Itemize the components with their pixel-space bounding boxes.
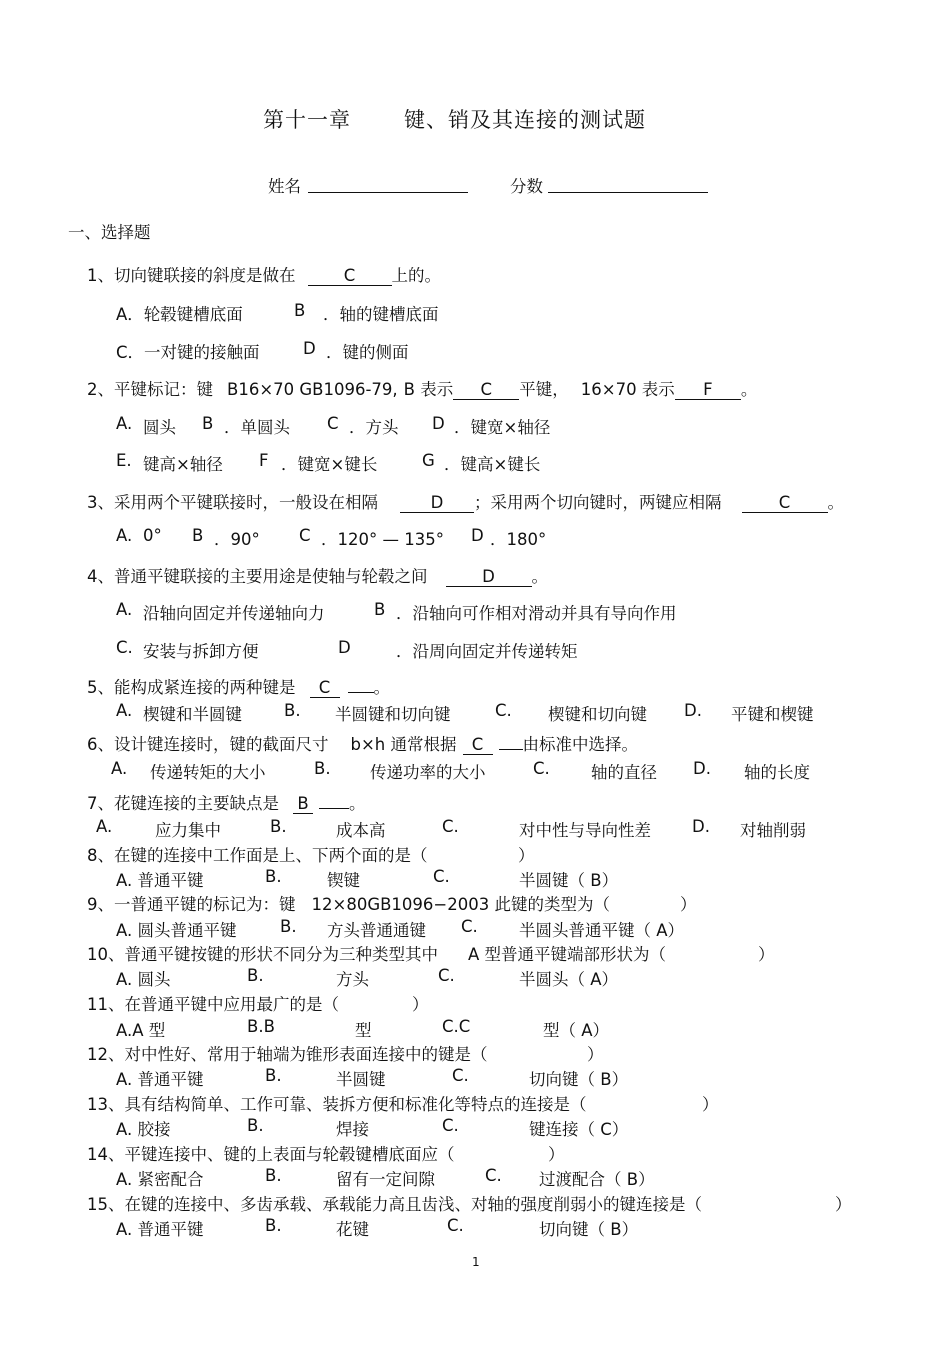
chapter-title: 第十一章 (263, 108, 351, 132)
name-field[interactable] (308, 192, 468, 193)
option-a: A. 普通平键 (116, 1070, 204, 1089)
option-c-letter: C. (533, 759, 550, 778)
option-a: A. 胶接 (116, 1120, 171, 1139)
option-b-letter: B.B (247, 1017, 275, 1036)
option-b-letter: B. (247, 1116, 264, 1135)
question-12: 12、对中性好、常用于轴端为锥形表面连接中的键是（ (87, 1045, 488, 1064)
option-b: 半圆键和切向键 (335, 705, 451, 724)
option-c-letter: C.C (442, 1017, 471, 1036)
option-b-letter: B. (247, 966, 264, 985)
option-c-letter: C. (447, 1216, 464, 1235)
option-c: 半圆键（ B） (519, 871, 619, 890)
option-c: C．一对键的接触面 (116, 343, 260, 362)
option-e-letter: E. (116, 451, 132, 470)
option-d: 轴的长度 (744, 763, 810, 782)
answer-blank: C (463, 735, 493, 755)
option-g: ．键高×键长 (444, 455, 541, 474)
option-b-letter: B (374, 600, 386, 619)
option-b: 留有一定间隙 (336, 1170, 435, 1189)
option-d-letter: D (471, 526, 484, 545)
option-c-letter: C. (495, 701, 512, 720)
option-b: ．沿轴向可作相对滑动并具有导向作用 (396, 604, 677, 623)
option-b: 成本高 (336, 821, 386, 840)
option-c: 对中性与导向性差 (519, 821, 651, 840)
option-c-letter: C. (116, 638, 133, 657)
option-c: 键连接（ C） (529, 1120, 629, 1139)
option-a: A. 紧密配合 (116, 1170, 204, 1189)
option-c: ．方头 (349, 418, 399, 437)
option-a-letter: A. (111, 759, 128, 778)
answer-blank: C (308, 266, 392, 286)
option-c: 过渡配合（ B） (539, 1170, 655, 1189)
section-heading: 一、选择题 (68, 223, 151, 242)
answer-blank: F (675, 380, 741, 400)
option-d: ．沿周向固定并传递转矩 (396, 642, 578, 661)
option-a: A. 圆头普通平键 (116, 921, 237, 940)
option-c: 轴的直径 (591, 763, 657, 782)
option-a: 0° (143, 526, 162, 545)
option-c-letter: C. (485, 1166, 502, 1185)
option-b: 半圆键 (336, 1070, 386, 1089)
question-4: 4、普通平键联接的主要用途是使轴与轮毂之间 D 。 (87, 567, 548, 586)
question-5: 5、能构成紧连接的两种键是 C 。 (87, 673, 390, 698)
option-c: 型（ A） (543, 1021, 610, 1040)
option-a-letter: A. (96, 817, 113, 836)
option-d: ．键宽×轴径 (454, 418, 551, 437)
option-c: 切向键（ B） (539, 1220, 639, 1239)
option-c-letter: C. (452, 1066, 469, 1085)
option-b: 方头 (336, 970, 369, 989)
question-6: 6、设计键连接时，键的截面尺寸 b×h 通常根据 C 由标准中选择。 (87, 730, 638, 755)
option-d-letter: D (303, 339, 316, 358)
option-c: 楔键和切向键 (548, 705, 647, 724)
name-label: 姓名 (268, 177, 301, 196)
option-b: ．90° (214, 530, 260, 549)
option-a-letter: A. (116, 526, 133, 545)
option-a: A. 圆头 (116, 970, 171, 989)
option-b-letter: B (294, 301, 306, 320)
question-14: 14、平键连接中、键的上表面与轮毂键槽底面应（ (87, 1145, 455, 1164)
option-b: ．轴的键槽底面 (323, 305, 439, 324)
answer-blank: B (293, 794, 313, 814)
test-title: 键、销及其连接的测试题 (404, 108, 646, 132)
option-b: 型 (355, 1021, 372, 1040)
option-b: ．单圆头 (224, 418, 290, 437)
question-8: 8、在键的连接中工作面是上、下两个面的是（ (87, 846, 428, 865)
option-a: 沿轴向固定并传递轴向力 (143, 604, 325, 623)
question-10: 10、普通平键按键的形状不同分为三种类型其中 A 型普通平键端部形状为（ (87, 945, 667, 964)
option-f: ．键宽×键长 (281, 455, 378, 474)
option-c-letter: C. (442, 817, 459, 836)
option-b-letter: B. (265, 1166, 282, 1185)
option-e: 键高×轴径 (143, 455, 223, 474)
option-b-letter: B. (265, 1216, 282, 1235)
option-c-letter: C. (433, 867, 450, 886)
option-c-letter: C. (442, 1116, 459, 1135)
option-d-letter: D (338, 638, 351, 657)
option-d-letter: D. (692, 817, 710, 836)
option-b-letter: B. (265, 1066, 282, 1085)
option-d: 对轴削弱 (740, 821, 806, 840)
answer-blank: D (446, 567, 532, 587)
option-c: 半圆头（ A） (519, 970, 619, 989)
question-1: 1、切向键联接的斜度是做在 C 上的。 (87, 266, 441, 285)
option-a: 楔键和半圆键 (143, 705, 242, 724)
option-d-letter: D (432, 414, 445, 433)
option-a-letter: A. (116, 414, 133, 433)
option-d-letter: D. (684, 701, 702, 720)
option-b-letter: B. (270, 817, 287, 836)
page-number: 1 (472, 1255, 480, 1269)
option-b: 传递功率的大小 (370, 763, 486, 782)
option-a: 圆头 (143, 418, 176, 437)
answer-blank: C (453, 380, 519, 400)
answer-blank: D (400, 493, 474, 513)
option-a-letter: A. (116, 600, 133, 619)
option-b-letter: B. (265, 867, 282, 886)
option-a: 传递转矩的大小 (150, 763, 266, 782)
option-b: 锲键 (327, 871, 360, 890)
option-c-letter: C. (438, 966, 455, 985)
option-c-letter: C (299, 526, 311, 545)
option-f-letter: F (259, 451, 269, 470)
option-a: 应力集中 (155, 821, 221, 840)
option-c: 半圆头普通平键（ A） (519, 921, 685, 940)
question-7: 7、花键连接的主要缺点是 B 。 (87, 789, 366, 814)
option-d: ．键的侧面 (326, 343, 409, 362)
option-g-letter: G (422, 451, 435, 470)
option-a-letter: A. (116, 701, 133, 720)
option-a: A. 普通平键 (116, 1220, 204, 1239)
question-2: 2、平键标记：键 B16×70 GB1096-79, B 表示 C 平键， 16×70 表示 F 。 (87, 380, 758, 399)
option-b-letter: B. (284, 701, 301, 720)
option-c: 切向键（ B） (529, 1070, 629, 1089)
option-a: A. 普通平键 (116, 871, 204, 890)
score-label: 分数 (510, 177, 543, 196)
question-11: 11、在普通平键中应用最广的是（ (87, 995, 339, 1014)
question-13: 13、具有结构简单、工作可靠、装拆方便和标准化等特点的连接是（ (87, 1095, 587, 1114)
option-b-letter: B. (280, 917, 297, 936)
option-c-letter: C. (461, 917, 478, 936)
option-a: A．轮毂键槽底面 (116, 305, 243, 324)
option-a: A.A 型 (116, 1021, 166, 1040)
score-field[interactable] (548, 192, 708, 193)
question-9: 9、一普通平键的标记为：键 12×80GB1096−2003 此键的类型为（ (87, 895, 610, 914)
option-c: ．120° — 135° (321, 530, 444, 549)
option-d: ．180° (490, 530, 547, 549)
option-c: 安装与拆卸方便 (143, 642, 259, 661)
question-15: 15、在键的连接中、多齿承载、承载能力高且齿浅、对轴的强度削弱小的键连接是（ (87, 1195, 702, 1214)
option-b: 花键 (336, 1220, 369, 1239)
question-3: 3、采用两个平键联接时，一般设在相隔 D ；采用两个切向键时，两键应相隔 C 。 (87, 493, 844, 512)
answer-blank: C (310, 678, 340, 698)
option-b-letter: B. (314, 759, 331, 778)
option-b-letter: B (202, 414, 214, 433)
answer-blank: C (742, 493, 828, 513)
option-d: 平键和楔键 (731, 705, 814, 724)
option-c-letter: C (327, 414, 339, 433)
option-d-letter: D. (693, 759, 711, 778)
option-b: 方头普通通键 (327, 921, 426, 940)
option-b: 焊接 (336, 1120, 369, 1139)
option-b-letter: B (192, 526, 204, 545)
